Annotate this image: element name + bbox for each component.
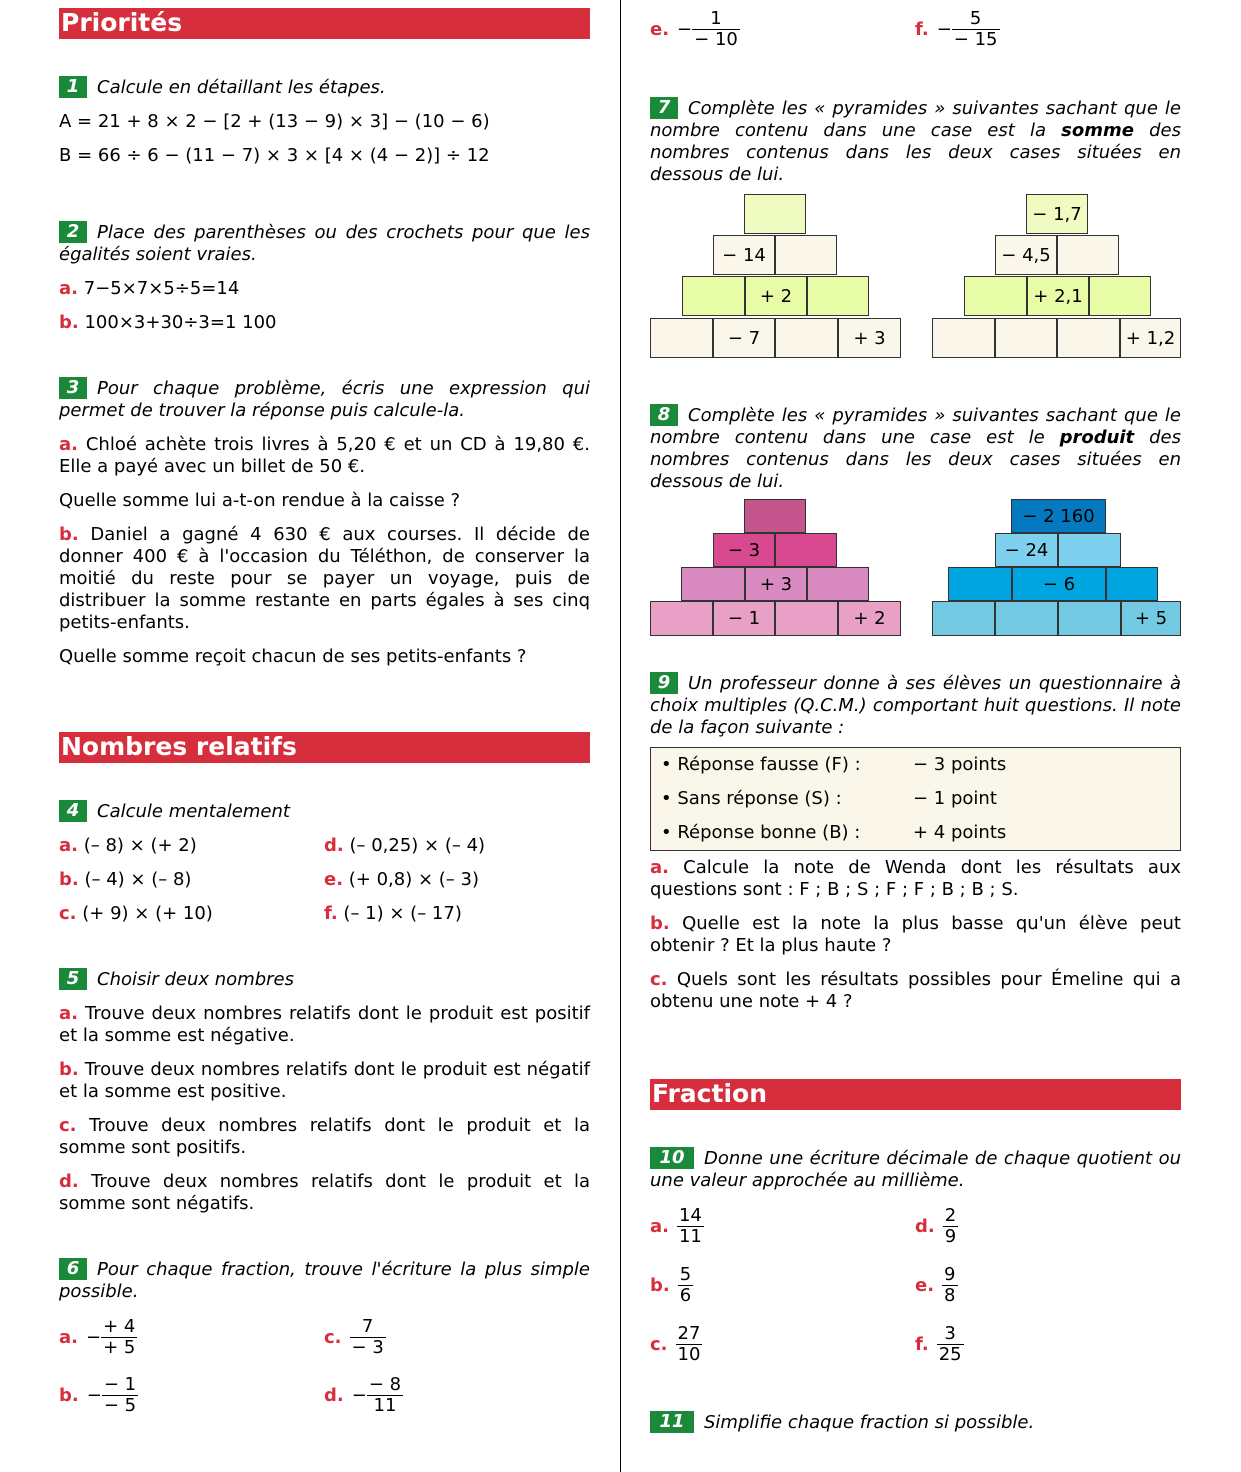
- text: e.: [650, 18, 670, 40]
- text: − 3: [351, 1336, 384, 1358]
- pyramid-cell: [682, 276, 745, 316]
- text: 14: [678, 1204, 702, 1226]
- exercise-instruction: Place des parenthèses ou des crochets pour que les égalités soient vraies.: [59, 222, 590, 265]
- exercise-7: [650, 97, 1181, 368]
- exercise-1: [59, 76, 590, 167]
- exercise-9: [650, 672, 1181, 1013]
- list-item: [650, 913, 1181, 957]
- text: −: [85, 1326, 102, 1348]
- pyramid-cell: [995, 601, 1058, 636]
- text: 10: [677, 1343, 701, 1365]
- rule-row: [661, 816, 1170, 850]
- pyramid-cell: + 2: [838, 601, 901, 636]
- exercise-instruction: Un professeur donne à ses élèves un questionnaire à choix multiples (Q.C.M.) comportant huit questions. Il note de la façon suivante :: [650, 673, 1181, 738]
- text: 5: [952, 9, 1000, 30]
- pyramid-cell: − 3: [713, 533, 775, 567]
- text: e.: [324, 869, 344, 890]
- pyramid-cell: [650, 601, 713, 636]
- exercise-instruction: Donne une écriture décimale de chaque quotient ou une valeur approchée au millième.: [650, 1148, 1181, 1191]
- exercise-instruction: Simplifie chaque fraction si possible.: [704, 1412, 1035, 1433]
- exercise-instruction: Pour chaque fraction, trouve l'écriture la plus simple possible.: [59, 1259, 590, 1302]
- text: −: [677, 18, 693, 40]
- text: 9: [944, 1225, 957, 1247]
- exercise-number: 8: [650, 404, 678, 426]
- text: a.: [59, 278, 78, 299]
- pyramids-sum: [650, 194, 1181, 368]
- exercise-instruction: Calcule en détaillant les étapes.: [97, 77, 386, 98]
- scoring-rules-box: [650, 747, 1181, 851]
- text: − 5: [103, 1394, 137, 1416]
- problem-b-question: Quelle somme reçoit chacun de ses petits-enfants ?: [59, 646, 527, 667]
- list-item: [59, 1003, 590, 1047]
- text: Complète les « pyramides » suivantes sachant que le nombre contenu dans une case est la: [650, 98, 1181, 141]
- section-title-relatifs: Nombres relatifs: [59, 732, 590, 763]
- text: 6: [679, 1284, 692, 1306]
- text: Daniel a gagné 4 630 € aux courses. Il décide de donner 400 € à l'occasion du Téléthon, de conserver la moitié du reste pour se payer un voyage, puis de distribuer la somme restante en parts égales à ses cinq petits-enfants.: [59, 524, 590, 633]
- text: f.: [324, 903, 338, 924]
- text: 7−5×7×5÷5=14: [83, 278, 240, 299]
- list-row: [59, 835, 590, 857]
- text: Quelle est la note la plus basse qu'un élève peut obtenir ? Et la plus haute ?: [650, 913, 1181, 956]
- text: f.: [915, 1333, 929, 1355]
- exercise-number: 6: [59, 1258, 87, 1280]
- right-column: [650, 6, 1181, 1434]
- exercise-number: 4: [59, 800, 87, 822]
- exercise-6-continued: [650, 6, 1181, 56]
- fraction-item: [650, 1321, 702, 1367]
- problem-a-question: Quelle somme lui a-t-on rendue à la caisse ?: [59, 490, 461, 511]
- exercise-2: [59, 221, 590, 334]
- exercise-number: 1: [59, 76, 87, 98]
- exercise-number: 11: [650, 1411, 694, 1433]
- text: b.: [650, 913, 670, 934]
- text: b.: [59, 524, 79, 545]
- pyramid-cell: [744, 194, 806, 234]
- left-column: [59, 8, 590, 1418]
- text: • Réponse fausse (F) :: [661, 754, 861, 775]
- fraction-item: [324, 1372, 403, 1418]
- exercise-number: 3: [59, 377, 87, 399]
- exercise-5: [59, 968, 590, 1215]
- fraction-item: [650, 1262, 693, 1308]
- text: 9: [944, 1263, 956, 1285]
- text: d.: [915, 1215, 935, 1237]
- fraction-item: [915, 1321, 964, 1367]
- pyramid-cell: [807, 276, 869, 316]
- text: a.: [59, 434, 78, 455]
- text: b.: [59, 869, 79, 890]
- text: −: [86, 1384, 102, 1406]
- text: −: [351, 1384, 367, 1406]
- text: des nombres contenus dans les deux cases situées en dessous de lui.: [650, 427, 1181, 492]
- fraction-item: [650, 1203, 704, 1249]
- pyramid-cell: + 3: [745, 567, 807, 601]
- text: 7: [350, 1317, 386, 1338]
- pyramid-cell: [681, 567, 745, 601]
- text: a.: [650, 857, 669, 878]
- text: Complète les « pyramides » suivantes sachant que le nombre contenu dans une case est le: [650, 405, 1181, 448]
- pyramid-cell: [775, 533, 837, 567]
- exercise-11: [650, 1411, 1181, 1434]
- exercise-4: [59, 800, 590, 925]
- text: 5: [679, 1263, 692, 1285]
- column-divider: [620, 0, 621, 1472]
- text: b.: [59, 312, 79, 333]
- pyramid-cell: − 1: [713, 601, 775, 636]
- section-title-priorites: Priorités: [59, 8, 590, 39]
- text: − 15: [953, 28, 998, 50]
- text: b.: [650, 1274, 670, 1296]
- fraction-item: [324, 1314, 386, 1360]
- list-row: [59, 869, 590, 891]
- text: (+ 9) × (+ 10): [82, 903, 213, 924]
- fraction-item: [915, 6, 1000, 52]
- text: f.: [915, 18, 929, 40]
- text: 11: [373, 1394, 397, 1416]
- text: (– 0,25) × (– 4): [349, 835, 486, 856]
- exercise-6: [59, 1258, 590, 1418]
- fraction-item: [915, 1203, 958, 1249]
- text: a.: [59, 1003, 78, 1024]
- text: 25: [938, 1343, 962, 1365]
- text: −: [936, 18, 952, 40]
- pyramid-cell: [1106, 567, 1158, 601]
- expression-a: A = 21 + 8 × 2 − [2 + (13 − 9) × 3] − (10 − 6): [59, 111, 490, 132]
- problem-b: [59, 524, 590, 634]
- text: Trouve deux nombres relatifs dont le produit et la somme sont positifs.: [59, 1115, 590, 1158]
- text: (– 8) × (+ 2): [83, 835, 197, 856]
- text: Trouve deux nombres relatifs dont le produit est positif et la somme est négative.: [59, 1003, 590, 1046]
- text: − 1: [103, 1373, 137, 1395]
- pyramid-cell: [932, 601, 995, 636]
- list-item: [59, 312, 590, 334]
- text: 3: [937, 1324, 964, 1345]
- pyramid-cell: [1089, 276, 1151, 316]
- list-item: [59, 1059, 590, 1103]
- text: d.: [59, 1171, 79, 1192]
- pyramid-cell: − 24: [995, 533, 1058, 567]
- text: c.: [59, 903, 77, 924]
- list-item: [59, 278, 590, 300]
- exercise-number: 9: [650, 672, 678, 694]
- text: produit: [1059, 427, 1135, 448]
- text: 11: [678, 1225, 702, 1247]
- pyramid-cell: [1058, 601, 1121, 636]
- pyramid-cell: [807, 567, 869, 601]
- problem-a: [59, 434, 590, 478]
- text: + 5: [103, 1336, 136, 1358]
- text: somme: [1061, 120, 1134, 141]
- pyramid-cell: + 2,1: [1027, 276, 1089, 316]
- exercise-number: 5: [59, 968, 87, 990]
- text: • Sans réponse (S) :: [661, 788, 842, 809]
- list-item: [650, 969, 1181, 1013]
- text: c.: [324, 1326, 342, 1348]
- pyramid-cell: − 1,7: [1026, 194, 1088, 234]
- pyramid-cell: [775, 235, 837, 275]
- list-item: [650, 857, 1181, 901]
- text: c.: [650, 969, 668, 990]
- text: d.: [324, 1384, 344, 1406]
- text: a.: [59, 835, 78, 856]
- rule-row: [661, 782, 1170, 816]
- pyramid-cell: [1057, 318, 1120, 358]
- pyramid-cell: − 4,5: [995, 235, 1057, 275]
- text: des nombres contenus dans les deux cases situées en dessous de lui.: [650, 120, 1181, 185]
- text: a.: [59, 1326, 78, 1348]
- text: 2: [944, 1204, 957, 1226]
- fraction-item: [59, 1372, 138, 1418]
- pyramid-cell: [995, 318, 1057, 358]
- list-row: [59, 903, 590, 925]
- pyramid-cell: + 2: [745, 276, 807, 316]
- text: − 3 points: [913, 754, 1007, 775]
- exercise-number: 7: [650, 97, 678, 119]
- text: b.: [59, 1059, 79, 1080]
- text: (– 4) × (– 8): [84, 869, 192, 890]
- pyramid-cell: + 1,2: [1120, 318, 1181, 358]
- text: Calcule la note de Wenda dont les résultats aux questions sont : F ; B ; S ; F ; F ; B ; B ; S.: [650, 857, 1181, 900]
- pyramid-cell: [1058, 533, 1121, 567]
- text: 8: [944, 1284, 956, 1306]
- text: c.: [650, 1333, 668, 1355]
- fraction-item: [650, 6, 740, 52]
- fraction-item: [915, 1262, 958, 1308]
- text: − 1 point: [913, 788, 997, 809]
- pyramid-cell: [948, 567, 1012, 601]
- list-item: [59, 1115, 590, 1159]
- pyramid-cell: [775, 601, 838, 636]
- text: Trouve deux nombres relatifs dont le produit et la somme sont négatifs.: [59, 1171, 590, 1214]
- text: (+ 0,8) × (– 3): [348, 869, 479, 890]
- text: − 8: [368, 1373, 402, 1395]
- pyramid-cell: − 7: [713, 318, 775, 358]
- text: 27: [677, 1322, 701, 1344]
- text: • Réponse bonne (B) :: [661, 822, 861, 843]
- pyramid-cell: [1057, 235, 1119, 275]
- text: a.: [650, 1215, 669, 1237]
- fraction-item: [59, 1314, 137, 1360]
- text: 1: [692, 9, 740, 30]
- pyramid-cell: [932, 318, 995, 358]
- pyramid-cell: + 5: [1121, 601, 1181, 636]
- pyramid-cell: [775, 318, 838, 358]
- pyramid-cell: − 2 160: [1011, 499, 1106, 533]
- text: − 10: [694, 28, 738, 50]
- pyramid-cell: + 3: [838, 318, 901, 358]
- exercise-instruction: Calcule mentalement: [97, 801, 290, 822]
- exercise-3: [59, 377, 590, 668]
- rule-row: [661, 748, 1170, 782]
- exercise-8: [650, 404, 1181, 636]
- list-item: [59, 1171, 590, 1215]
- section-title-fraction: Fraction: [650, 1079, 1181, 1110]
- text: e.: [915, 1274, 935, 1296]
- pyramids-product: [650, 499, 1181, 636]
- text: c.: [59, 1115, 77, 1136]
- pyramid-cell: [964, 276, 1027, 316]
- text: d.: [324, 835, 344, 856]
- pyramid-cell: − 14: [713, 235, 775, 275]
- pyramid-cell: [744, 499, 806, 533]
- text: (– 1) × (– 17): [343, 903, 462, 924]
- exercise-number: 10: [650, 1147, 694, 1169]
- text: Quels sont les résultats possibles pour Émeline qui a obtenu une note + 4 ?: [650, 969, 1181, 1012]
- text: Trouve deux nombres relatifs dont le produit est négatif et la somme est positive.: [59, 1059, 590, 1102]
- exercise-number: 2: [59, 221, 87, 243]
- exercise-instruction: Pour chaque problème, écris une expression qui permet de trouver la réponse puis calcule-la.: [59, 378, 590, 421]
- exercise-instruction: Choisir deux nombres: [97, 969, 295, 990]
- pyramid-cell: [650, 318, 713, 358]
- text: b.: [59, 1384, 79, 1406]
- text: Chloé achète trois livres à 5,20 € et un CD à 19,80 €. Elle a payé avec un billet de 50 €.: [59, 434, 590, 477]
- text: + 4 points: [913, 822, 1007, 843]
- exercise-10: [650, 1147, 1181, 1387]
- text: + 4: [103, 1315, 136, 1337]
- expression-b: B = 66 ÷ 6 − (11 − 7) × 3 × [4 × (4 − 2)] ÷ 12: [59, 145, 490, 166]
- pyramid-cell: − 6: [1012, 567, 1106, 601]
- text: 100×3+30÷3=1 100: [84, 312, 277, 333]
